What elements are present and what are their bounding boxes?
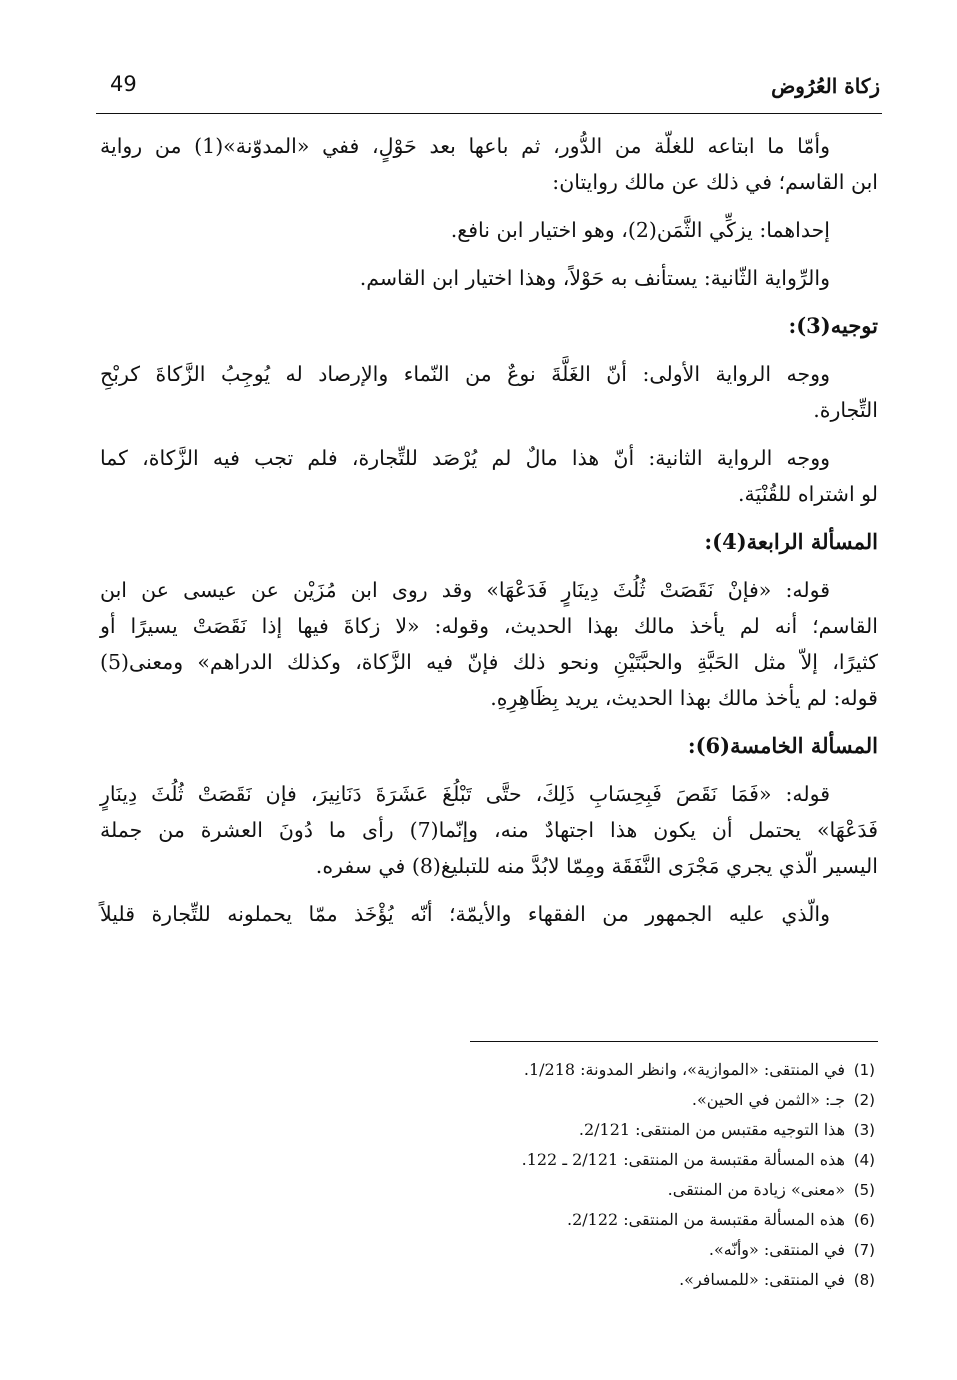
footnote-text: في المنتقى: «وأنّه». [708, 1240, 845, 1259]
text-line: والرِّواية الثّانية: يستأنف به حَوْلاً، وهذا اختيار ابن القاسم. [359, 266, 830, 290]
paragraph [100, 572, 878, 716]
footnote-rule [470, 1041, 878, 1042]
footnote-text: «معنى» زيادة من المنتقى. [667, 1180, 845, 1199]
footnote [315, 1055, 875, 1085]
paragraph [100, 896, 878, 932]
text-line: التِّجارة. [813, 398, 878, 422]
footnote-text: هذه المسألة مقتبسة من المنتقى: 2/122. [567, 1210, 845, 1229]
text-line: قوله: لم يأخذ مالك بهذا الحديث، يريد بِظَاهِرِهِ. [490, 686, 878, 710]
text-line: وأمّا ما ابتاعه للغلّة من الدُّور، ثم باعها بعد حَوْلٍ، ففي «المدوّنة»(1) من رواية [100, 134, 830, 158]
text-line: والّذي عليه الجمهور من الفقهاء والأيمّة؛ أنّه يُؤْخَذ ممّا يحملونه للتِّجارة قليلاً [100, 902, 830, 926]
paragraph [100, 260, 878, 296]
footnote-number: (1) [853, 1061, 875, 1079]
paragraph [100, 356, 878, 428]
text-line: ابن القاسم؛ في ذلك عن مالك روايتان: [552, 170, 878, 194]
text-line: فَدَعْهَا» يحتمل أن يكون هذا اجتهادٌ منه، وإنّما(7) رأى ما دُونَ العشرة من جملة [100, 818, 878, 842]
section-heading-fourth-issue: المسألة الرابعة(4): [704, 529, 878, 554]
page-header [96, 72, 882, 116]
text-line: قوله: «فَمَا نَقَصَ فَبِحِسَابِ ذَلِكَ، حتَّى تَبْلُغَ عَشَرَةَ دَنَانِيرَ، فإن نَقَصَتْ ثُلُثَ دِينَارٍ [100, 782, 830, 806]
footnote-number: (7) [853, 1241, 875, 1259]
text-line: قوله: «فإنْ نَقَصَتْ ثُلُثَ دِينَارٍ فَدَعْهَا» وقد روى ابن مُزَيْن عن عيسى عن ابن [100, 578, 830, 602]
footnote-text: هذا التوجيه مقتبس من المنتقى: 2/121. [578, 1120, 845, 1139]
footnote-number: (3) [853, 1121, 875, 1139]
footnote [315, 1205, 875, 1235]
paragraph [100, 212, 878, 248]
footnote-number: (6) [853, 1211, 875, 1229]
footnote-text: جـ: «الثمن في الحين». [691, 1090, 845, 1109]
page-number: 49 [110, 72, 137, 96]
section-heading-tawjih: توجيه(3): [788, 313, 878, 338]
footnote-text: في المنتقى: «للمسافر». [679, 1270, 845, 1289]
footnote-number: (4) [853, 1151, 875, 1169]
footnote-text: في المنتقى: «الموازية»، وانظر المدونة: 1/218. [523, 1060, 845, 1079]
text-line: ووجه الرواية الأولى: أنّ الغَلَّةَ نوعٌ من النّماء والإرصاد له يُوجِبُ الزَّكاةَ كربْحِ [100, 362, 830, 386]
footnote [315, 1115, 875, 1145]
footnote [315, 1145, 875, 1175]
paragraph [100, 128, 878, 200]
footnotes [315, 1055, 875, 1295]
text-line: إحداهما: يزكِّي الثَّمَن(2)، وهو اختيار ابن نافع. [450, 218, 830, 242]
text-line: كثيرًا، إلاّ مثل الحَبَّةِ والحبَّتَيْنِ ونحو ذلك فإنّ فيه الزَّكاة، وكذلك الدراهم» ومعنى(5) [100, 650, 878, 674]
text-line: لو اشتراه للقُنْيَة. [738, 482, 878, 506]
paragraph [100, 776, 878, 884]
footnote-text: هذه المسألة مقتبسة من المنتقى: 2/121 ـ 122. [521, 1150, 845, 1169]
header-rule [96, 113, 882, 114]
footnote-number: (8) [853, 1271, 875, 1289]
text-line: اليسير الّذي يجري مَجْرَى النَّفَقَة ومِمّا لابُدَّ منه للتبليغ(8) في سفره. [315, 854, 878, 878]
running-title: زكاة العُرُوض [771, 74, 880, 98]
section-heading-fifth-issue: المسألة الخامسة(6): [687, 733, 878, 758]
footnote [315, 1235, 875, 1265]
footnote [315, 1085, 875, 1115]
paragraph [100, 440, 878, 512]
footnote [315, 1175, 875, 1205]
footnote [315, 1265, 875, 1295]
text-line: ووجه الرواية الثانية: أنّ هذا مالٌ لم يُرْصَد للتِّجارة، فلم تجب فيه الزَّكاة، كما [100, 446, 830, 470]
footnote-number: (2) [853, 1091, 875, 1109]
main-text [100, 128, 878, 944]
text-line: القاسم؛ أنه لم يأخذ مالك بهذا الحديث، وقوله: «لا زكاةَ فيها إذا نَقَصَتْ يسيرًا أو [100, 614, 878, 638]
footnote-number: (5) [853, 1181, 875, 1199]
